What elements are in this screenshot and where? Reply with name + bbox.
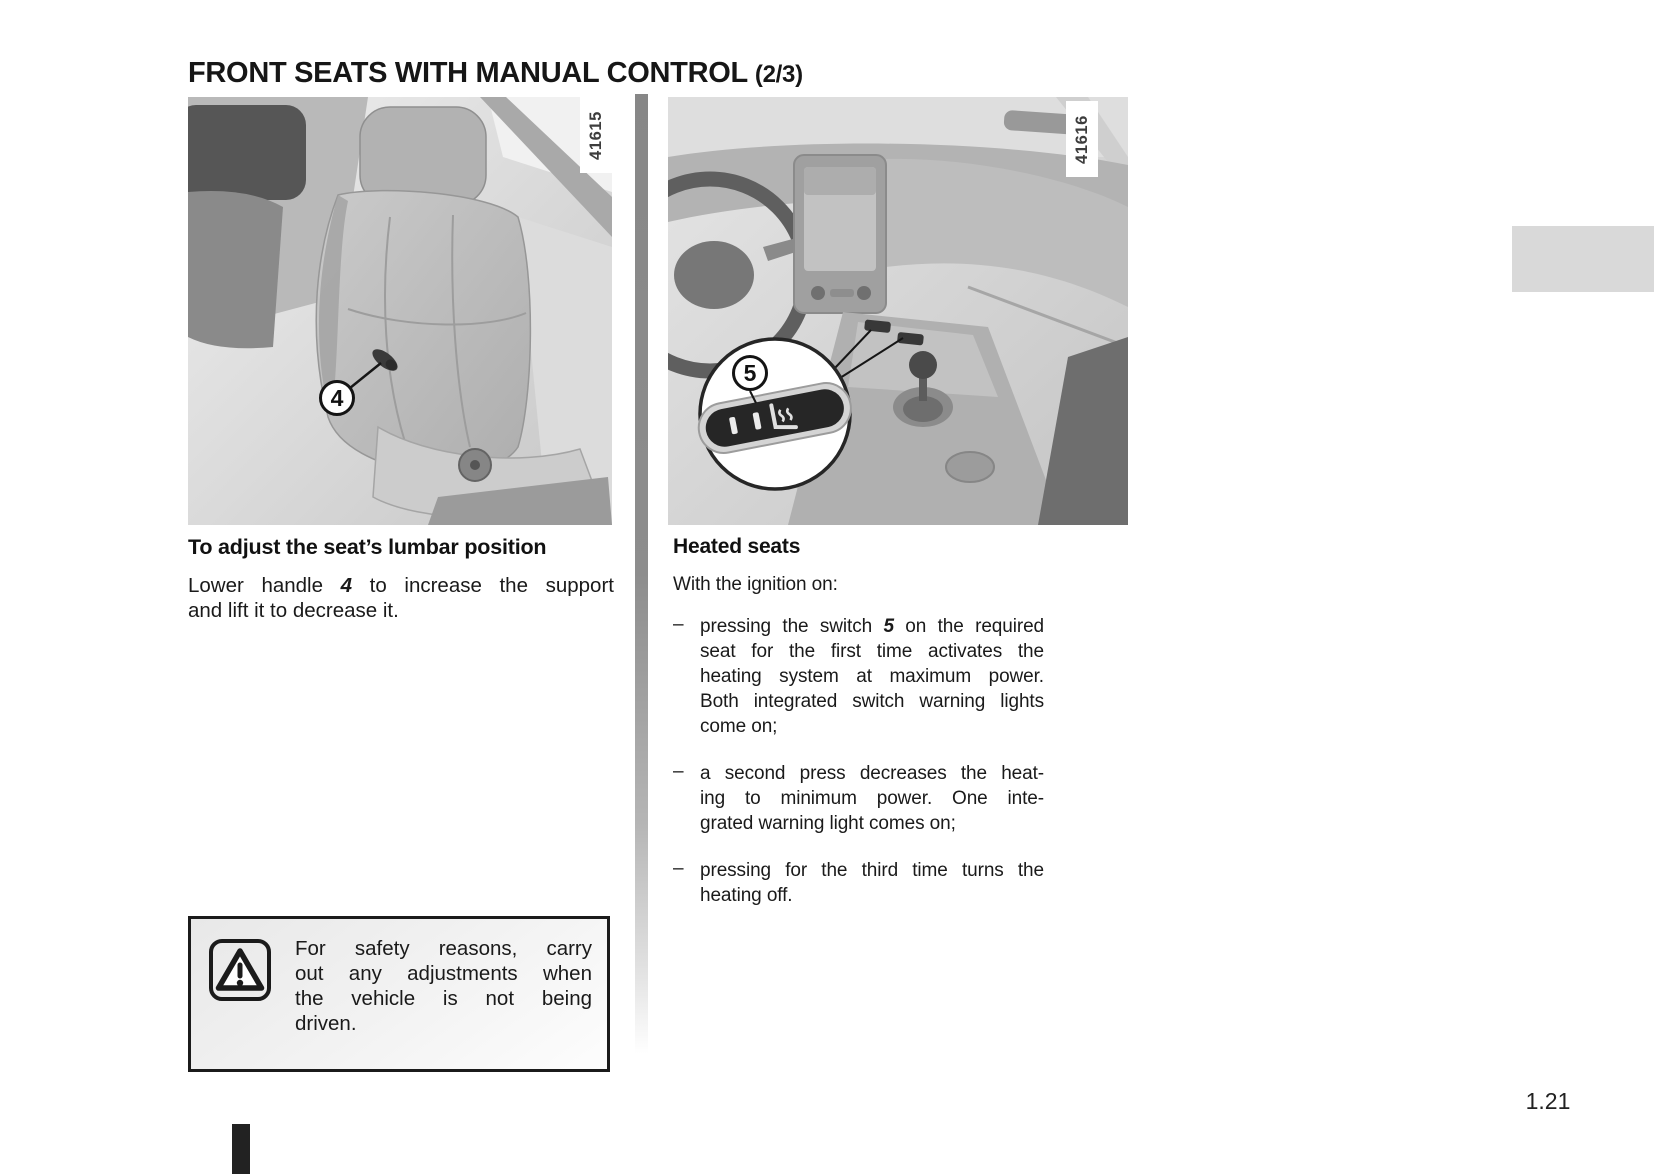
text-line: come on; bbox=[700, 716, 778, 737]
page-title-suffix: (2/3) bbox=[754, 61, 803, 89]
column-divider-bar bbox=[635, 94, 648, 1054]
figure-dashboard-photo bbox=[668, 97, 1128, 525]
text-line: seat for the first time activates the bbox=[700, 641, 1044, 662]
list-item bbox=[673, 614, 1044, 739]
text-line: heating system at maximum power. bbox=[700, 666, 1044, 687]
bullet-dash: – bbox=[673, 761, 684, 782]
text-segment: pressing the switch bbox=[700, 616, 884, 637]
list-item bbox=[673, 858, 1044, 908]
item-reference-4: 4 bbox=[340, 574, 353, 597]
footer-section-bar bbox=[232, 1124, 250, 1174]
section-heading-lumbar: To adjust the seat’s lumbar position bbox=[188, 535, 547, 559]
bullet-dash: – bbox=[673, 614, 684, 635]
text-line: ing to minimum power. One inte- bbox=[700, 788, 1044, 809]
warning-text bbox=[295, 936, 592, 1036]
figure-number-text: 41616 bbox=[1072, 114, 1091, 164]
center-touchscreen bbox=[794, 155, 886, 313]
section-heading-heated-seats: Heated seats bbox=[673, 535, 801, 558]
text-line bbox=[700, 614, 1044, 639]
text-line bbox=[188, 573, 614, 598]
list-item bbox=[673, 761, 1044, 836]
text-line: driven. bbox=[295, 1012, 357, 1035]
text-segment: Lower handle bbox=[188, 574, 341, 597]
bullet-content bbox=[700, 614, 1044, 739]
seat-illustration bbox=[188, 97, 612, 525]
bullet-content bbox=[700, 858, 1044, 908]
safety-warning-box bbox=[188, 916, 610, 1072]
left-text-column bbox=[188, 535, 614, 623]
callout-4-badge: 4 bbox=[319, 380, 355, 416]
bullet-dash: – bbox=[673, 858, 684, 879]
right-text-column bbox=[673, 535, 1044, 930]
text-line: grated warning light comes on; bbox=[700, 813, 956, 834]
text-line: pressing for the third time turns the bbox=[700, 860, 1044, 881]
dashboard-illustration bbox=[668, 97, 1128, 525]
bullet-content bbox=[700, 761, 1044, 836]
item-reference-5: 5 bbox=[883, 616, 894, 637]
text-line: heating off. bbox=[700, 885, 793, 906]
text-line: For safety reasons, carry bbox=[295, 937, 592, 960]
text-segment: to increase the support bbox=[352, 574, 614, 597]
text-line: a second press decreases the heat- bbox=[700, 763, 1044, 784]
page-title-main: FRONT SEATS WITH MANUAL CONTROL bbox=[188, 57, 748, 90]
figure-number-label bbox=[580, 97, 612, 173]
figure-number-text: 41615 bbox=[586, 110, 605, 160]
page-title bbox=[188, 57, 803, 90]
gear-knob bbox=[909, 351, 937, 379]
callout-5-badge: 5 bbox=[732, 355, 768, 391]
text-line: the vehicle is not being bbox=[295, 987, 592, 1010]
cup-holder bbox=[946, 452, 994, 482]
warning-triangle-icon bbox=[208, 938, 272, 1002]
figure-seat-lumbar-photo bbox=[188, 97, 612, 525]
text-line: out any adjustments when bbox=[295, 962, 592, 985]
figure-number-label bbox=[1066, 101, 1098, 177]
page-number: 1.21 bbox=[1525, 1088, 1571, 1114]
intro-line: With the ignition on: bbox=[673, 574, 838, 595]
chapter-side-tab bbox=[1512, 226, 1654, 292]
text-segment: on the required bbox=[893, 616, 1045, 637]
text-line: and lift it to decrease it. bbox=[188, 599, 399, 622]
text-line: Both integrated switch warning lights bbox=[700, 691, 1044, 712]
